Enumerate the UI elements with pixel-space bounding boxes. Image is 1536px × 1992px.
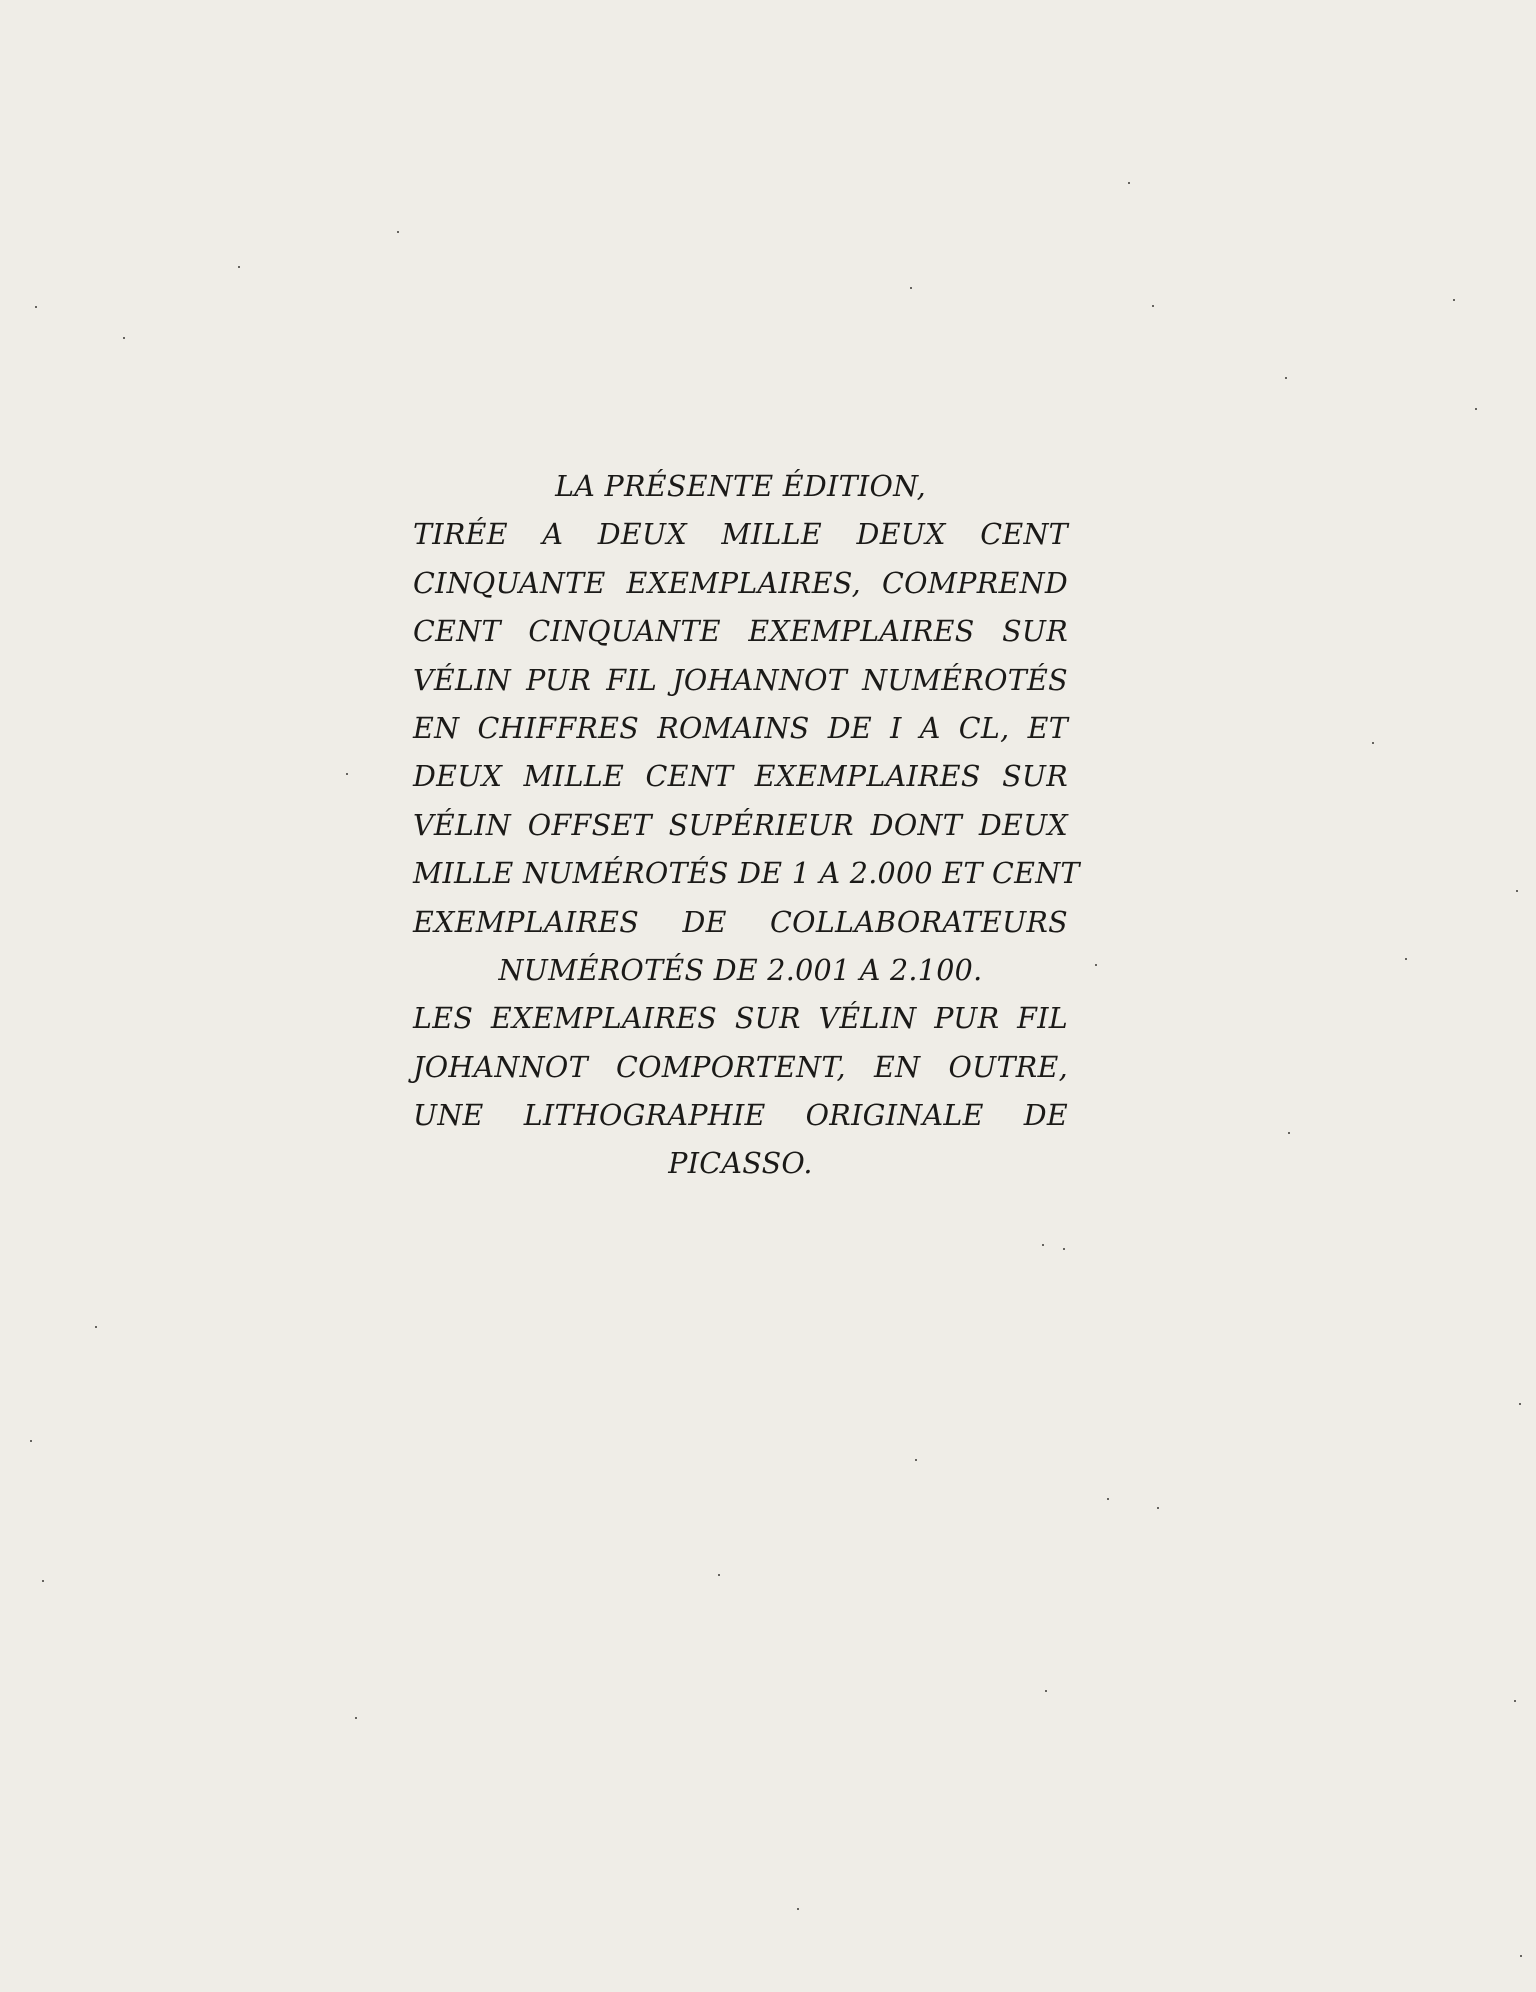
paper-speck [718, 1574, 720, 1576]
paper-speck [1453, 299, 1455, 301]
colophon-line-4: CENT CINQUANTE EXEMPLAIRES SUR [413, 615, 1068, 649]
colophon-line-12: LES EXEMPLAIRES SUR VÉLIN PUR FIL [413, 1002, 1068, 1036]
paper-speck [397, 231, 399, 233]
paper-speck [1152, 305, 1154, 307]
paper-speck [915, 1459, 917, 1461]
colophon-line-11: NUMÉROTÉS DE 2.001 A 2.100. [498, 953, 983, 987]
colophon-line-13: JOHANNOT COMPORTENT, EN OUTRE, [413, 1050, 1068, 1084]
paper-speck [42, 1580, 44, 1582]
paper-speck [1372, 742, 1374, 744]
colophon-line-15: PICASSO. [668, 1147, 813, 1181]
paper-speck [797, 1908, 799, 1910]
paper-speck [1045, 1690, 1047, 1692]
colophon-line-7: DEUX MILLE CENT EXEMPLAIRES SUR [413, 760, 1068, 794]
paper-speck [355, 1717, 357, 1719]
colophon-line-3: CINQUANTE EXEMPLAIRES, COMPREND [413, 566, 1068, 600]
colophon-line-10: EXEMPLAIRES DE COLLABORATEURS [413, 905, 1068, 939]
paper-speck [1288, 1132, 1290, 1134]
colophon-line-1: LA PRÉSENTE ÉDITION, [555, 470, 926, 503]
paper-speck [238, 266, 240, 268]
paper-speck [1520, 1955, 1522, 1957]
colophon-line-8: VÉLIN OFFSET SUPÉRIEUR DONT DEUX [413, 808, 1068, 842]
paper-speck [1475, 408, 1477, 410]
paper-speck [1107, 1498, 1109, 1500]
colophon-line-5: VÉLIN PUR FIL JOHANNOT NUMÉROTÉS [413, 663, 1068, 697]
paper-speck [1285, 377, 1287, 379]
paper-speck [1095, 964, 1097, 966]
paper-speck [30, 1440, 32, 1442]
colophon-line-14: UNE LITHOGRAPHIE ORIGINALE DE [413, 1099, 1068, 1133]
paper-speck [1042, 1244, 1044, 1246]
paper-speck [35, 306, 37, 308]
paper-speck [1157, 1507, 1159, 1509]
colophon-line-6: EN CHIFFRES ROMAINS DE I A CL, ET [413, 711, 1068, 745]
paper-speck [1514, 1700, 1516, 1702]
paper-speck [123, 337, 125, 339]
paper-speck [1519, 1403, 1521, 1405]
paper-speck [1516, 890, 1518, 892]
paper-speck [95, 1326, 97, 1328]
colophon-text-block [413, 463, 1080, 1189]
colophon-line-9: MILLE NUMÉROTÉS DE 1 A 2.000 ET CENT [413, 857, 1080, 891]
paper-speck [1063, 1248, 1065, 1250]
colophon-line-2: TIRÉE A DEUX MILLE DEUX CENT [413, 518, 1068, 552]
paper-speck [910, 287, 912, 289]
paper-speck [1405, 958, 1407, 960]
paper-speck [1128, 182, 1130, 184]
paper-speck [346, 773, 348, 775]
